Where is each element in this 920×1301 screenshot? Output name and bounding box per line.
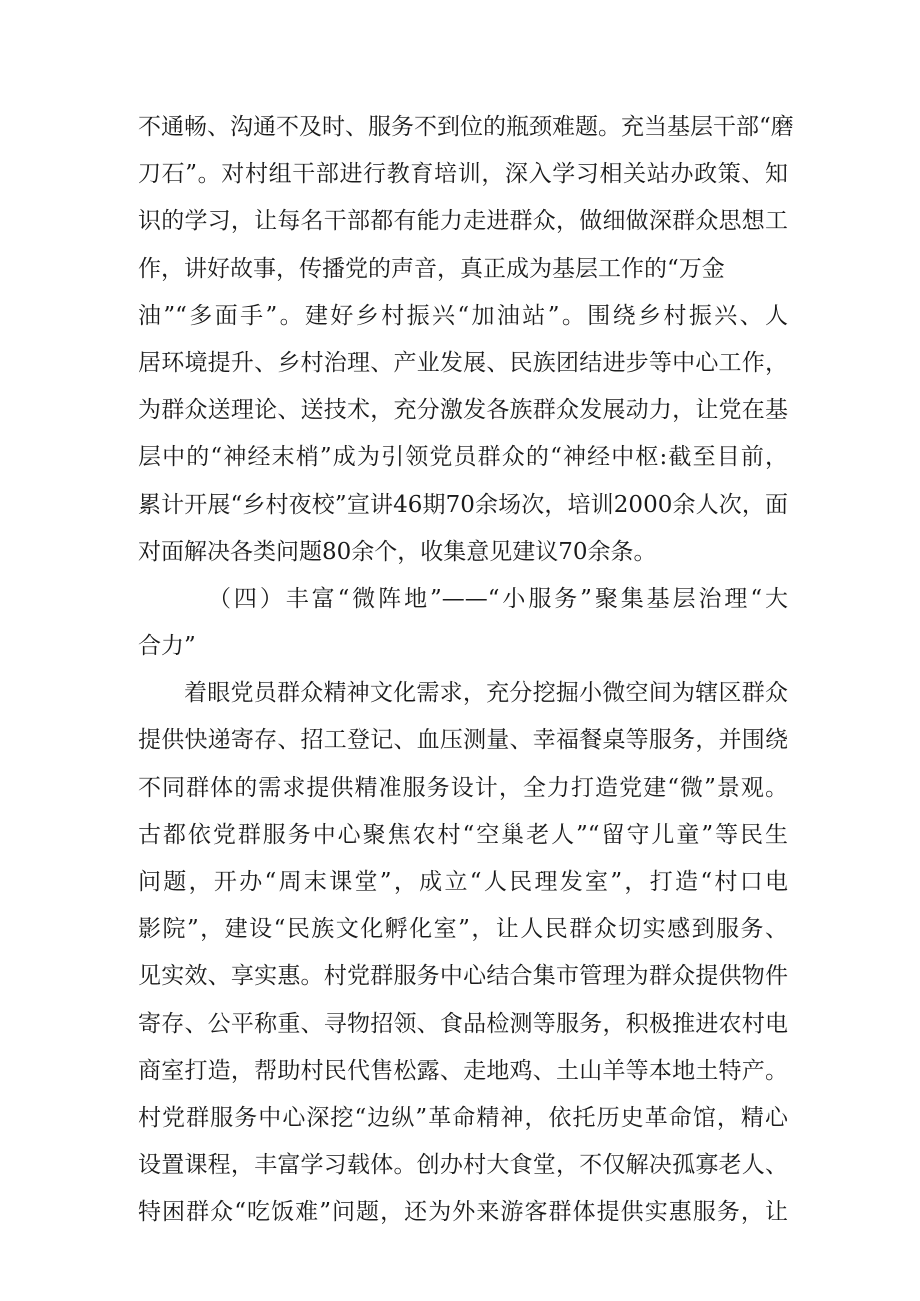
paragraph-2 <box>138 670 788 1236</box>
text-line: 作，讲好故事，传播党的声音，真正成为基层工作的“万金 <box>138 255 725 282</box>
section-heading <box>138 576 788 670</box>
text-line: 影院”，建设“民族文化孵化室”，让人民群众切实感到服务、 <box>138 916 788 943</box>
text-line: 不同群体的需求提供精准服务设计，全力打造党建“微”景观。 <box>138 774 788 801</box>
text-line: 油”“多面手”。建好乡村振兴“加油站”。围绕乡村振兴、人 <box>138 302 788 329</box>
text-line: 刀石”。对村组干部进行教育培训，深入学习相关站办政策、知 <box>138 161 788 188</box>
text-line: 着眼党员群众精神文化需求，充分挖掘小微空间为辖区群众 <box>184 680 788 707</box>
text-line: 问题，开办“周末课堂”，成立“人民理发室”，打造“村口电 <box>138 869 788 895</box>
text-line: 特困群众“吃饭难”问题，还为外来游客群体提供实惠服务，让 <box>138 1199 788 1226</box>
text-line: 识的学习，让每名干部都有能力走进群众，做细做深群众思想工 <box>138 208 788 235</box>
text-line: 不通畅、沟通不及时、服务不到位的瓶颈难题。充当基层干部“磨 <box>138 114 794 140</box>
heading-line: 合力” <box>138 633 196 660</box>
text-line: 见实效、享实惠。村党群服务中心结合集市管理为群众提供物件 <box>138 963 788 990</box>
text-line: 商室打造，帮助村民代售松露、走地鸡、土山羊等本地土特产。 <box>138 1057 788 1084</box>
heading-line: （四）丰富“微阵地”——“小服务”聚集基层治理“大 <box>208 585 788 612</box>
text-line: 设置课程，丰富学习载体。创办村大食堂，不仅解决孤寡老人、 <box>138 1152 788 1179</box>
text-line: 提供快递寄存、招工登记、血压测量、幸福餐桌等服务，并围绕 <box>138 727 788 754</box>
text-line: 寄存、公平称重、寻物招领、食品检测等服务，积极推进农村电 <box>138 1010 788 1037</box>
paragraph-1 <box>138 104 794 576</box>
text-line: 对面解决各类问题80余个，收集意见建议70余条。 <box>138 538 657 565</box>
text-line: 古都依党群服务中心聚焦农村“空巢老人”“留守儿童”等民生 <box>138 821 788 848</box>
document-body <box>138 104 794 1237</box>
text-line: 居环境提升、乡村治理、产业发展、民族团结进步等中心工作， <box>138 349 788 376</box>
text-line: 村党群服务中心深挖“边纵”革命精神，依托历史革命馆，精心 <box>138 1104 788 1131</box>
text-line: 层中的“神经末梢”成为引领党员群众的“神经中枢:截至目前， <box>138 444 788 471</box>
text-line: 累计开展“乡村夜校”宣讲46期70余场次，培训2000余人次，面 <box>138 491 788 518</box>
text-line: 为群众送理论、送技术，充分激发各族群众发展动力，让党在基 <box>138 397 788 424</box>
